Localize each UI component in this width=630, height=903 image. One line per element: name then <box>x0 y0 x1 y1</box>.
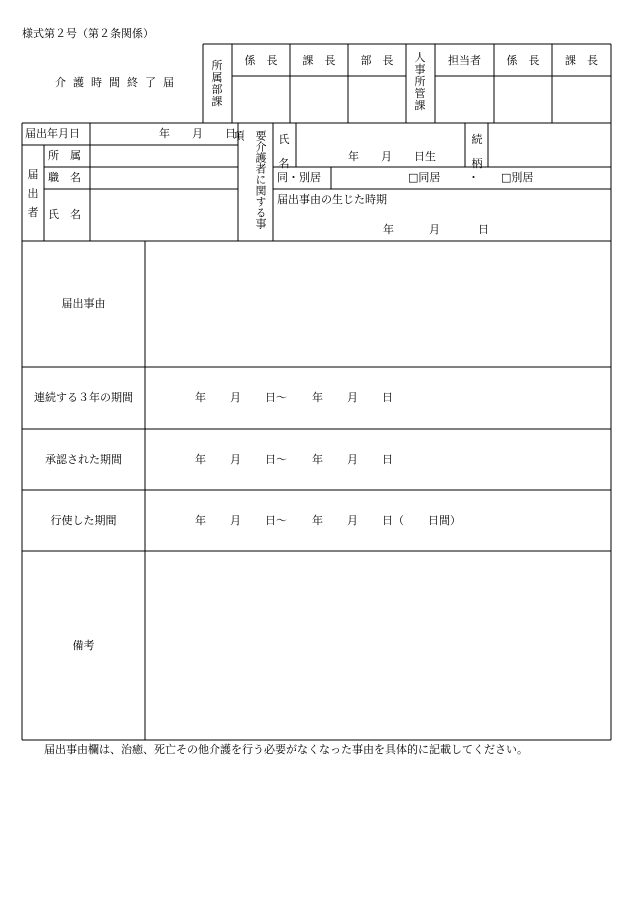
used-year2-unit: 年 <box>312 514 323 527</box>
remarks-label: 備考 <box>72 639 95 652</box>
approved-day-to-unit: 日〜 <box>265 453 287 466</box>
footnote: 届出事由欄は、治癒、死亡その他介護を行う必要がなくなった事由を具体的に記載してください。 <box>44 743 528 756</box>
care-group-label: 要介護者に関する事項 <box>232 130 267 229</box>
stamp-box-personnel-3[interactable] <box>553 77 611 122</box>
care-name-label: 氏名 <box>278 133 290 170</box>
personnel-col-2: 係 長 <box>506 54 540 67</box>
period3-month2-unit: 月 <box>347 391 358 404</box>
personnel-label: 人事所管課 <box>414 51 426 112</box>
residence-option-together[interactable]: □同居 <box>408 171 441 184</box>
form-id: 様式第２号（第２条関係） <box>22 27 154 40</box>
period3-year-unit: 年 <box>195 391 206 404</box>
stamp-box-dept-3[interactable] <box>349 77 406 122</box>
residence-label: 同・別居 <box>277 171 321 184</box>
period3-year2-unit: 年 <box>312 391 323 404</box>
period3-label: 連続する３年の期間 <box>34 391 133 404</box>
affiliation-label: 所 属 <box>48 149 81 162</box>
event-month-unit: 月 <box>429 223 440 236</box>
residence-option-separator: ・ <box>468 171 479 184</box>
job-title-label: 職 名 <box>48 171 81 184</box>
form-title: 介護時間終了届 <box>55 76 181 89</box>
dept-col-2: 課 長 <box>302 54 336 67</box>
used-days-open: 日（ <box>382 514 404 527</box>
approved-month-unit: 月 <box>230 453 241 466</box>
approved-label: 承認された期間 <box>45 453 122 466</box>
period3-month-unit: 月 <box>230 391 241 404</box>
stamp-box-dept-1[interactable] <box>233 77 290 122</box>
used-days-close: 日間） <box>428 514 461 527</box>
approved-year2-unit: 年 <box>312 453 323 466</box>
used-month-unit: 月 <box>230 514 241 527</box>
approved-day2-unit: 日 <box>382 453 393 466</box>
date-day-unit: 日 <box>225 127 236 140</box>
residence-option-separate[interactable]: □別居 <box>501 171 534 184</box>
stamp-box-dept-2[interactable] <box>291 77 348 122</box>
period3-day2-unit: 日 <box>382 391 393 404</box>
approved-month2-unit: 月 <box>347 453 358 466</box>
used-label: 行使した期間 <box>50 514 117 527</box>
used-day-to-unit: 日〜 <box>265 514 287 527</box>
remarks-field[interactable] <box>146 552 610 739</box>
dept-col-3: 部 長 <box>360 54 394 67</box>
dept-label: 所属部課 <box>211 59 223 108</box>
approved-year-unit: 年 <box>195 453 206 466</box>
birth-month-unit: 月 <box>381 150 392 163</box>
birth-year-unit: 年 <box>348 150 359 163</box>
reason-label: 届出事由 <box>61 297 106 310</box>
applicant-name-label: 氏 名 <box>48 208 81 221</box>
date-year-unit: 年 <box>159 127 170 140</box>
applicant-group-label: 届出者 <box>27 168 39 219</box>
birth-day-unit: 日生 <box>414 150 436 163</box>
reason-field[interactable] <box>146 242 610 366</box>
stamp-box-personnel-1[interactable] <box>436 77 494 122</box>
event-year-unit: 年 <box>383 223 394 236</box>
period3-day-to-unit: 日〜 <box>265 391 287 404</box>
personnel-col-1: 担当者 <box>448 54 481 67</box>
used-month2-unit: 月 <box>347 514 358 527</box>
date-month-unit: 月 <box>192 127 203 140</box>
event-day-unit: 日 <box>478 223 489 236</box>
used-year-unit: 年 <box>195 514 206 527</box>
dept-col-1: 係 長 <box>244 54 278 67</box>
stamp-box-personnel-2[interactable] <box>495 77 552 122</box>
event-label: 届出事由の生じた時期 <box>277 193 387 206</box>
relation-label: 続柄 <box>471 133 483 170</box>
personnel-col-3: 課 長 <box>565 54 598 67</box>
date-label: 届出年月日 <box>25 127 80 140</box>
